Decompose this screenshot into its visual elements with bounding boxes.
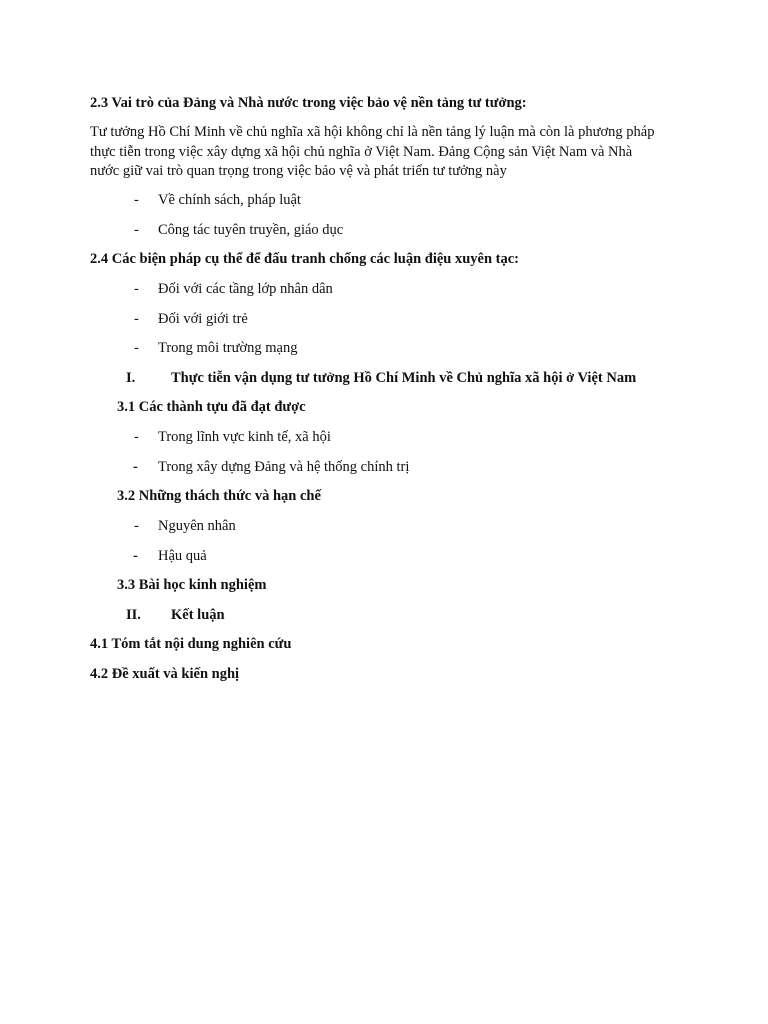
paragraph-line: thực tiễn trong việc xây dựng xã hội chủ nghĩa ở Việt Nam. Đảng Cộng sản Việt Nam và Nhà: [90, 143, 633, 160]
bullet-item: Đối với giới trẻ: [158, 311, 248, 327]
section-heading-3-1: 3.1 Các thành tựu đã đạt được: [117, 399, 306, 415]
bullet-item: Trong xây dựng Đảng và hệ thống chính trị: [158, 459, 410, 475]
bullet-marker: -: [134, 192, 139, 208]
section-2-3-paragraph: [90, 123, 690, 182]
bullet-marker: -: [134, 429, 139, 445]
section-heading-3-2: 3.2 Những thách thức và hạn chế: [117, 488, 321, 504]
bullet-item: Công tác tuyên truyền, giáo dục: [158, 222, 344, 238]
chapter-title-ii: Kết luận: [171, 607, 225, 623]
bullet-item: Trong lĩnh vực kinh tế, xã hội: [158, 429, 331, 445]
chapter-title-i: Thực tiễn vận dụng tư tưởng Hồ Chí Minh về Chủ nghĩa xã hội ở Việt Nam: [171, 370, 637, 386]
bullet-item: Đối với các tầng lớp nhân dân: [158, 281, 333, 297]
bullet-item: Trong môi trường mạng: [158, 340, 298, 356]
section-heading-4-1: 4.1 Tóm tắt nội dung nghiên cứu: [90, 636, 292, 652]
bullet-item: Nguyên nhân: [158, 518, 236, 534]
chapter-numeral-i: I.: [126, 370, 136, 386]
chapter-numeral-ii: II.: [126, 607, 141, 623]
bullet-item: Về chính sách, pháp luật: [158, 192, 301, 208]
bullet-marker: -: [133, 459, 138, 475]
section-heading-4-2: 4.2 Đề xuất và kiến nghị: [90, 666, 240, 682]
bullet-marker: -: [134, 281, 139, 297]
bullet-marker: -: [134, 340, 139, 356]
bullet-marker: -: [134, 222, 139, 238]
section-heading-2-3: 2.3 Vai trò của Đảng và Nhà nước trong việc bảo vệ nền tảng tư tưởng:: [90, 95, 527, 111]
bullet-marker: -: [134, 311, 139, 327]
section-heading-2-4: 2.4 Các biện pháp cụ thể để đấu tranh chống các luận điệu xuyên tạc:: [90, 251, 520, 267]
section-heading-3-3: 3.3 Bài học kinh nghiệm: [117, 577, 267, 593]
bullet-marker: -: [133, 548, 138, 564]
paragraph-line: Tư tưởng Hồ Chí Minh về chủ nghĩa xã hội không chỉ là nền tảng lý luận mà còn là phương pháp: [90, 124, 655, 140]
paragraph-line: nước giữ vai trò quan trọng trong việc bảo vệ và phát triển tư tưởng này: [90, 163, 507, 179]
bullet-marker: -: [134, 518, 139, 534]
bullet-item: Hậu quả: [158, 548, 207, 564]
